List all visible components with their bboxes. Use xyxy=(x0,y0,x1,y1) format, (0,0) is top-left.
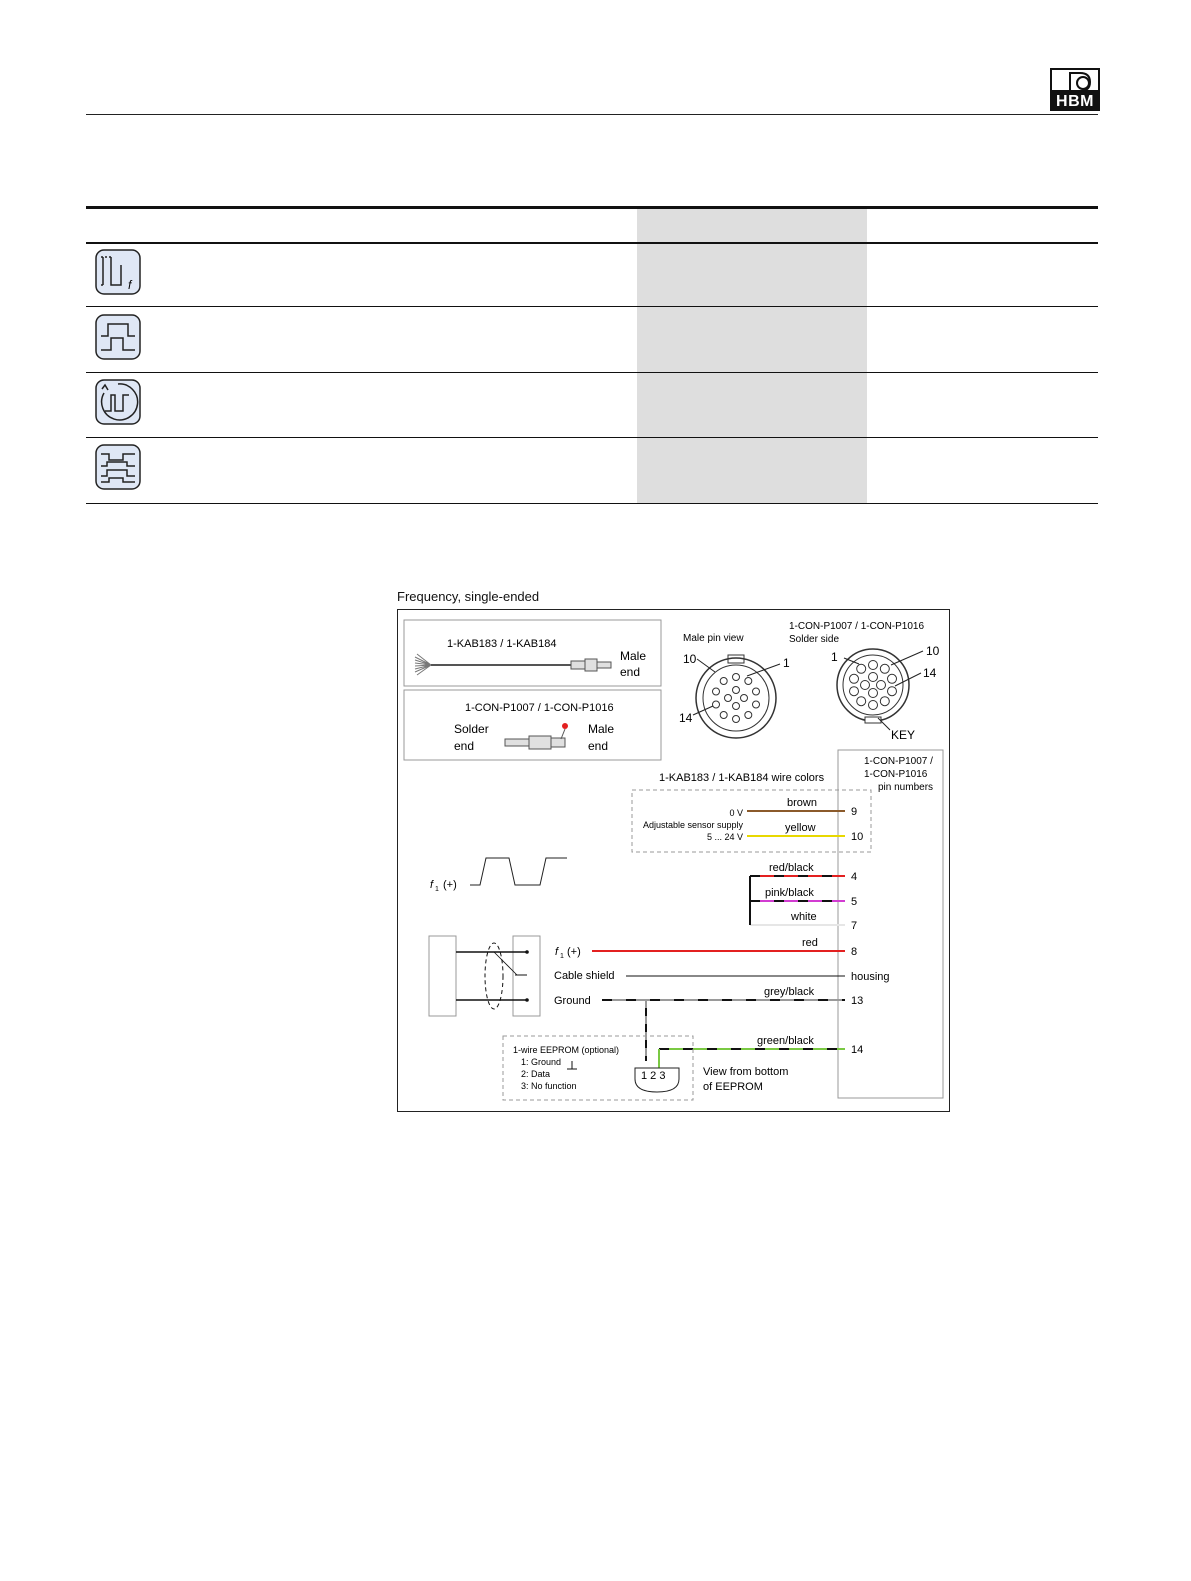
zero-volt-label: 0 V xyxy=(729,808,743,818)
eeprom-item-2: 2: Data xyxy=(521,1069,551,1079)
pin-number-label: 4 xyxy=(851,871,858,883)
solder-connector-pin xyxy=(869,673,878,682)
table-row-divider xyxy=(86,437,1098,438)
male-end-label-2: end xyxy=(620,665,641,679)
table-row-divider xyxy=(86,372,1098,373)
adjustable-supply-label: Adjustable sensor supply xyxy=(642,820,743,830)
male-connector-pin xyxy=(745,712,752,719)
pin-numbers-title-2: 1-CON-P1016 xyxy=(864,769,928,780)
solder-connector-pin xyxy=(888,674,897,683)
rotary-pulse-icon xyxy=(95,379,141,425)
solder-connector-pin xyxy=(857,697,866,706)
wire-color-label: white xyxy=(791,911,817,923)
solder-connector-pin xyxy=(850,674,859,683)
connector-name-label: 1-CON-P1007 / 1-CON-P1016 xyxy=(465,702,614,714)
cable-name-label: 1-KAB183 / 1-KAB184 xyxy=(447,638,557,650)
pin-numbers-title-1: 1-CON-P1007 / xyxy=(864,756,933,767)
table-row-divider xyxy=(86,306,1098,307)
pin-number-label: 7 xyxy=(851,920,858,932)
signal-suffix: (+) xyxy=(567,946,581,958)
connector-male-label-2: end xyxy=(588,739,609,753)
table-bottom-rule xyxy=(86,503,1098,504)
solder-connector-pin xyxy=(869,689,878,698)
pin-numbers-title-3: pin numbers xyxy=(878,782,934,793)
eeprom-item-1: 1: Ground xyxy=(521,1057,562,1067)
male-connector-pin xyxy=(753,688,760,695)
solder-connector-pin xyxy=(869,661,878,670)
signal-table xyxy=(86,206,1098,504)
male-connector-pin xyxy=(733,687,740,694)
male-connector-pin xyxy=(720,712,727,719)
solder-pin-1-label: 1 xyxy=(831,650,838,664)
pin-number-label: 10 xyxy=(851,831,864,843)
waveform-signal-suffix: (+) xyxy=(443,879,457,891)
wire-color-label: brown xyxy=(787,797,817,809)
male-connector-pin xyxy=(713,688,720,695)
male-connector-pin xyxy=(733,716,740,723)
table-header-rule xyxy=(86,242,1098,244)
waveform-signal-sub: 1 xyxy=(435,886,439,893)
male-connector-pin xyxy=(713,701,720,708)
eeprom-item-3: 3: No function xyxy=(521,1081,577,1091)
cable-shield-label: Cable shield xyxy=(554,970,615,982)
solder-connector-pin xyxy=(877,681,886,690)
solder-connector-pin xyxy=(857,664,866,673)
male-pin-view-label: Male pin view xyxy=(683,633,744,644)
solder-end-label-1: Solder xyxy=(454,722,489,736)
male-connector-pin xyxy=(733,703,740,710)
eeprom-view-2: of EEPROM xyxy=(703,1081,763,1093)
solder-side-title-2: Solder side xyxy=(789,634,840,645)
male-connector-pin xyxy=(733,674,740,681)
housing-label: housing xyxy=(851,971,890,983)
solder-pin-10-label: 10 xyxy=(926,644,940,658)
logo-text: HBM xyxy=(1050,92,1100,111)
pin-number-label: 5 xyxy=(851,896,858,908)
frequency-single-ended-icon xyxy=(95,249,141,295)
male-connector-pin xyxy=(720,678,727,685)
eeprom-pins: 1 2 3 xyxy=(641,1070,666,1082)
solder-connector-pin xyxy=(861,681,870,690)
table-top-rule xyxy=(86,206,1098,209)
male-connector-pin xyxy=(745,678,752,685)
pin-number-label: 8 xyxy=(851,946,858,958)
eeprom-title: 1-wire EEPROM (optional) xyxy=(513,1045,620,1055)
table-shaded-column xyxy=(637,208,867,504)
wire-color-label: red xyxy=(802,937,818,949)
supply-range-label: 5 ... 24 V xyxy=(706,832,743,842)
signal-label: f xyxy=(555,946,559,958)
signal-sub: 1 xyxy=(560,953,564,960)
male-pin-1-label: 1 xyxy=(783,656,790,670)
wire-color-label: green/black xyxy=(757,1035,814,1047)
wire-color-label: pink/black xyxy=(765,887,814,899)
male-pin-14-label: 14 xyxy=(679,711,693,725)
wire-color-label: red/black xyxy=(769,862,814,874)
waveform-signal-label: f xyxy=(430,879,434,891)
solder-connector-pin xyxy=(880,697,889,706)
wire-colors-title: 1-KAB183 / 1-KAB184 wire colors xyxy=(659,772,825,784)
pin-number-label: 14 xyxy=(851,1044,864,1056)
header-rule xyxy=(86,114,1098,115)
male-connector-pin xyxy=(741,695,748,702)
male-connector-pin xyxy=(753,701,760,708)
solder-connector-pin xyxy=(888,687,897,696)
pin-number-label: 9 xyxy=(851,806,858,818)
pulse-directional-icon xyxy=(95,444,141,490)
connector-male-label-1: Male xyxy=(588,722,615,736)
male-end-label-1: Male xyxy=(620,649,647,663)
solder-connector-pin xyxy=(850,687,859,696)
figure-title: Frequency, single-ended xyxy=(397,589,540,604)
key-label: KEY xyxy=(891,728,916,742)
solder-connector-pin xyxy=(880,664,889,673)
ground-label: Ground xyxy=(554,995,591,1007)
wire-color-label: yellow xyxy=(785,822,816,834)
pin-number-label: 13 xyxy=(851,995,864,1007)
svg-text:f: f xyxy=(128,278,132,292)
eeprom-view-1: View from bottom xyxy=(703,1066,789,1078)
solder-pin-14-label: 14 xyxy=(923,666,937,680)
male-connector-pin xyxy=(725,695,732,702)
solder-side-title-1: 1-CON-P1007 / 1-CON-P1016 xyxy=(789,621,925,632)
pulse-differential-icon xyxy=(95,314,141,360)
male-pin-10-label: 10 xyxy=(683,652,697,666)
wiring-diagram xyxy=(397,609,950,1112)
solder-connector-pin xyxy=(869,701,878,710)
wire-color-label: grey/black xyxy=(764,986,815,998)
solder-end-label-2: end xyxy=(454,739,475,753)
